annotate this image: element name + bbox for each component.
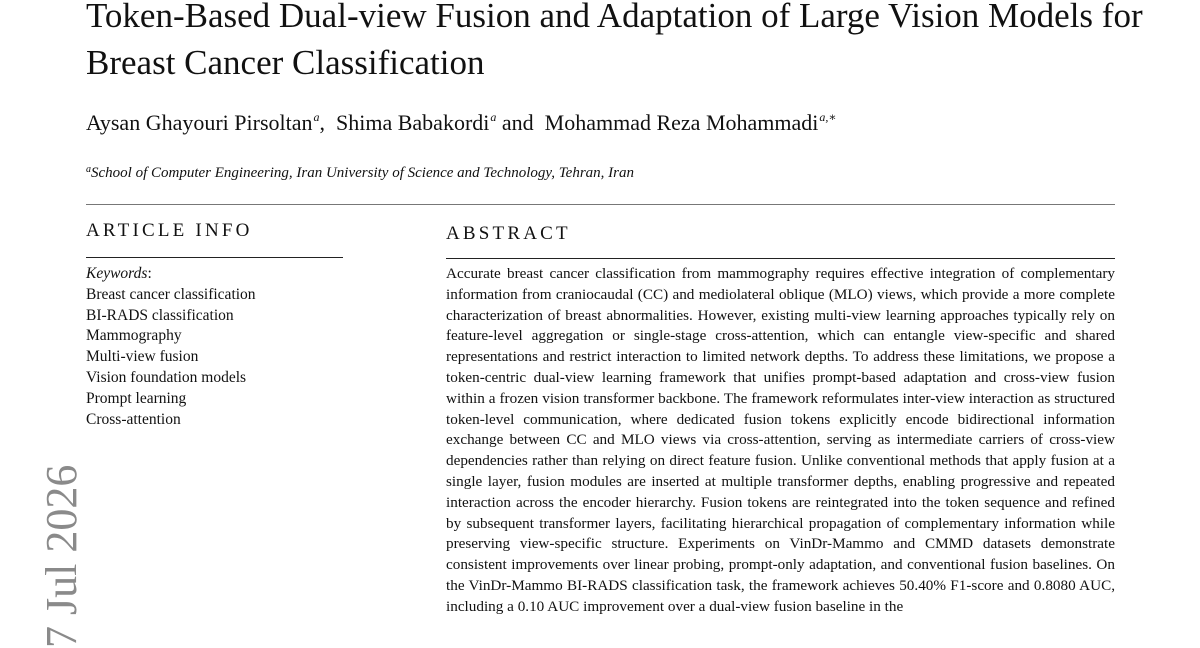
abstract-divider xyxy=(446,258,1115,259)
arxiv-side-stamp: 7 Jul 2026 xyxy=(37,464,86,648)
keyword-item: Breast cancer classification xyxy=(86,285,256,303)
keywords-section: Keywords: Breast cancer classification BI-RADS classification Mammography Multi-view fusion Vision foundation models Prompt learning Cross-attention xyxy=(86,264,256,430)
affiliation-mark: a xyxy=(86,164,91,175)
author-affiliation-mark: a xyxy=(490,110,497,124)
author-name: Shima Babakordi xyxy=(336,110,490,135)
keyword-item: Vision foundation models xyxy=(86,368,247,386)
author-name: Aysan Ghayouri Pirsoltan xyxy=(86,110,313,135)
keywords-label: Keywords xyxy=(86,265,148,282)
keywords-list xyxy=(86,285,256,431)
abstract-heading: ABSTRACT xyxy=(446,223,571,244)
keyword-item: Multi-view fusion xyxy=(86,348,199,366)
author-name: Mohammad Reza Mohammadi xyxy=(544,110,819,135)
author-list xyxy=(86,110,837,136)
header-divider xyxy=(86,204,1115,205)
author-affiliation-mark: a xyxy=(313,110,320,124)
article-info-divider xyxy=(86,257,343,258)
affiliation-text: School of Computer Engineering, Iran University of Science and Technology, Tehran, Iran xyxy=(91,165,634,181)
keyword-item: BI-RADS classification xyxy=(86,306,234,324)
author-affiliation-mark: a,∗ xyxy=(819,110,837,124)
author-separator: , xyxy=(319,110,326,135)
abstract-text: Accurate breast cancer classification from mammography requires effective integration of complementary information from craniocaudal (CC) and mediolateral oblique (MLO) views, which provide a more complete characterization of breast abnormalities. However, existing multi-view learning approaches typically rely on feature-level aggregation or single-stage cross-attention, which can entangle view-specific and shared representations and restrict interaction to limited network depths. To address these limitations, we propose a token-centric dual-view learning framework that unifies prompt-based adaptation and cross-view fusion within a frozen vision transformer backbone. The framework reformulates inter-view interaction as structured token-level communication, where dedicated fusion tokens explicitly encode bidirectional information exchange between CC and MLO views via cross-attention, serving as intermediate carriers of cross-view dependencies rather than relying on direct feature fusion. Unlike conventional methods that apply fusion at a single layer, fusion modules are inserted at multiple transformer depths, enabling progressive and repeated interaction across the encoder hierarchy. Fusion tokens are reintegrated into the token sequence and refined by subsequent transformer layers, facilitating hierarchical propagation of complementary information while preserving view-specific structure. Experiments on VinDr-Mammo and CMMD datasets demonstrate consistent improvements over linear probing, prompt-only adaptation, and conventional fusion baselines. On the VinDr-Mammo BI-RADS classification task, the framework achieves 50.40% F1-score and 0.8080 AUC, including a 0.10 AUC improvement over a dual-view fusion baseline in the xyxy=(446,265,1115,615)
keyword-item: Mammography xyxy=(86,327,182,345)
keyword-item: Cross-attention xyxy=(86,410,181,428)
affiliation xyxy=(86,164,634,182)
author-separator: and xyxy=(501,110,534,135)
keyword-item: Prompt learning xyxy=(86,389,187,407)
paper-title: Token-Based Dual-view Fusion and Adaptation of Large Vision Models for Breast Cancer Classification xyxy=(86,0,1143,82)
article-info-heading: ARTICLE INFO xyxy=(86,220,253,241)
